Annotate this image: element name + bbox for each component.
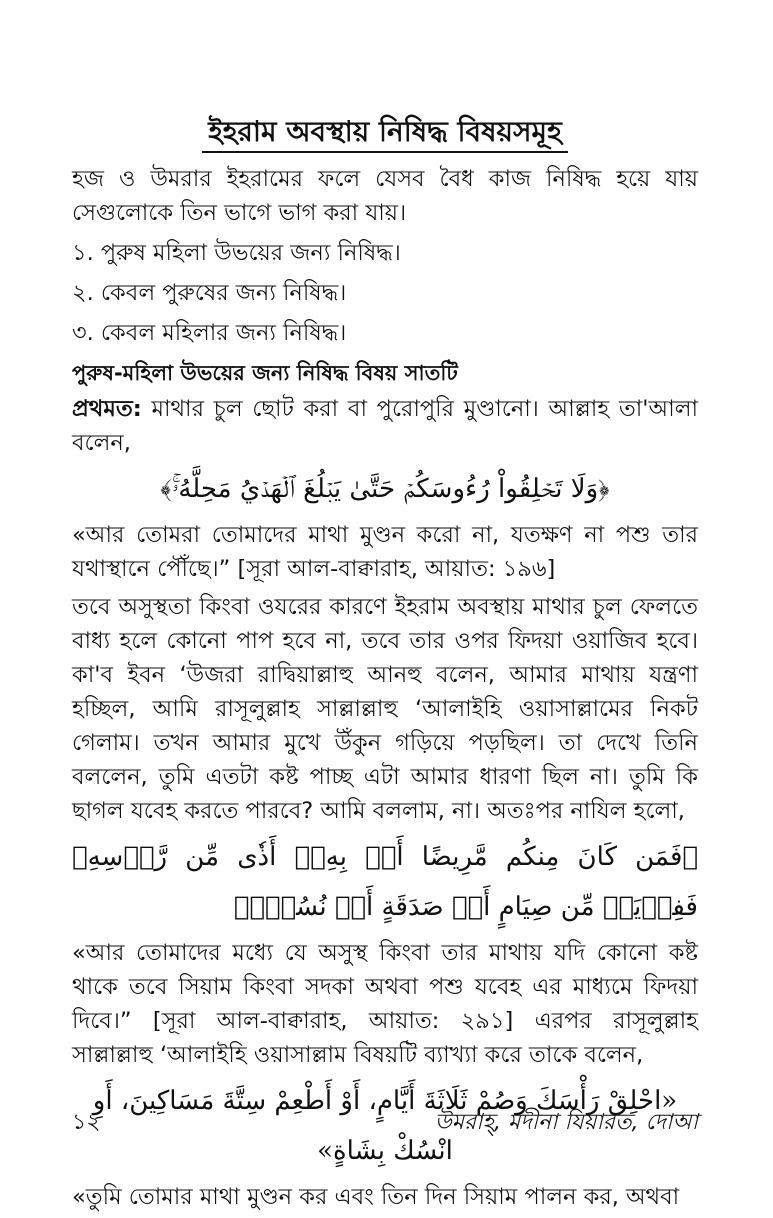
page-body [72,100,698,1218]
first-point-paragraph [72,392,698,460]
footer-book-title: উমরাহ্‌, মদীনা যিয়ারত, দোআ [434,1110,698,1135]
page-number: ১২ [72,1110,101,1135]
quran-verse-1: ﴿وَلَا تَحۡلِقُواْ رُءُوسَكُمۡ حَتَّىٰ يَبۡلُغَ ٱلۡهَدۡيُ مَحِلَّهُۥۚ﴾ [160,474,610,504]
translation-3: «তুমি তোমার মাথা মুণ্ডন কর এবং তিন দিন সিয়াম পালন কর, অথবা [72,1184,680,1210]
narration-paragraph: তবে অসুস্থতা কিংবা ওযরের কারণে ইহরাম অবস্থায় মাথার চুল ফেলতে বাধ্য হলে কোনো পাপ হবে না, তবে তার ওপর ফিদয়া ওয়াজিব হবে। কা'ব ইবন ‘উজরা রাদ্বিয়াল্লাহু আনহু বলেন, আমার মাথায় যন্ত্রণা হচ্ছিল, আমি রাসূলুল্লাহ সাল্লাল্লাহু ‘আলাইহি ওয়াসাল্লামের নিকট গেলাম। তখন আমার মুখে উঁকুন গড়িয়ে পড়ছিল। তা দেখে তিনি বললেন, তুমি এতটা কষ্ট পাচ্ছ এটা আমার ধারণা ছিল না। তুমি কি ছাগল যবেহ করতে পারবে? আমি বললাম, না। অতঃপর নাযিল হলো, [72,594,698,824]
translation-2: «আর তোমাদের মধ্যে যে অসুস্থ কিংবা তার মাথায় যদি কোনো কষ্ট থাকে তবে সিয়াম কিংবা সদকা অথবা পশু যবেহ এর মাধ্যমে ফিদয়া দিবে।” [সূরা আল-বাক্বারাহ, আয়াত: ২৯১] এরপর রাসূলুল্লাহ সাল্লাল্লাহু ‘আলাইহি ওয়াসাল্লাম বিষয়টি ব্যাখ্যা করে তাকে বলেন, [72,940,698,1068]
first-point-text: মাথার চুল ছোট করা বা পুরোপুরি মুণ্ডানো। আল্লাহ তা'আলা বলেন, [72,396,698,456]
hadith-text: «احْلِقْ رَأْسَكَ وَصُمْ ثَلَاثَةَ أَيَّامٍ، أَوْ أَطْعِمْ سِتَّةَ مَسَاكِينَ، أَوِ انْسُكْ بِشَاةٍ» [92,1086,678,1166]
translation-1: «আর তোমরা তোমাদের মাথা মুণ্ডন করো না, যতক্ষণ না পশু তার যথাস্থানে পৌঁছে।” [সূরা আল-বাক্বারাহ, আয়াত: ১৯৬] [72,522,698,582]
section-subheading: পুরুষ-মহিলা উভয়ের জন্য নিষিদ্ধ বিষয় সাতটি [72,361,458,385]
list-item-1: ১. পুরুষ মহিলা উভয়ের জন্য নিষিদ্ধ। [72,240,401,266]
title-text: ইহরাম অবস্থায় নিষিদ্ধ বিষয়সমূহ [202,115,568,153]
list-item-3: ৩. কেবল মহিলার জন্য নিষিদ্ধ। [72,320,347,346]
page-title [72,112,698,152]
quran-verse-2: ﴿فَمَن كَانَ مِنكُم مَّرِيضًا أَوۡ بِهِۦٓ أَذٗى مِّن رَّأۡسِهِۦ فَفِدۡيَةٞ مِّن صِيَامٍ أَوۡ صَدَقَةٍ أَوۡ نُسُكٖۚ﴾ [72,842,698,922]
list-item-2: ২. কেবল পুরুষের জন্য নিষিদ্ধ। [72,280,347,306]
first-point-lead: প্রথমত: [72,396,142,422]
intro-paragraph: হজ ও উমরার ইহরামের ফলে যেসব বৈধ কাজ নিষিদ্ধ হয়ে যায় সেগুলোকে তিন ভাগে ভাগ করা যায়। [72,166,698,226]
